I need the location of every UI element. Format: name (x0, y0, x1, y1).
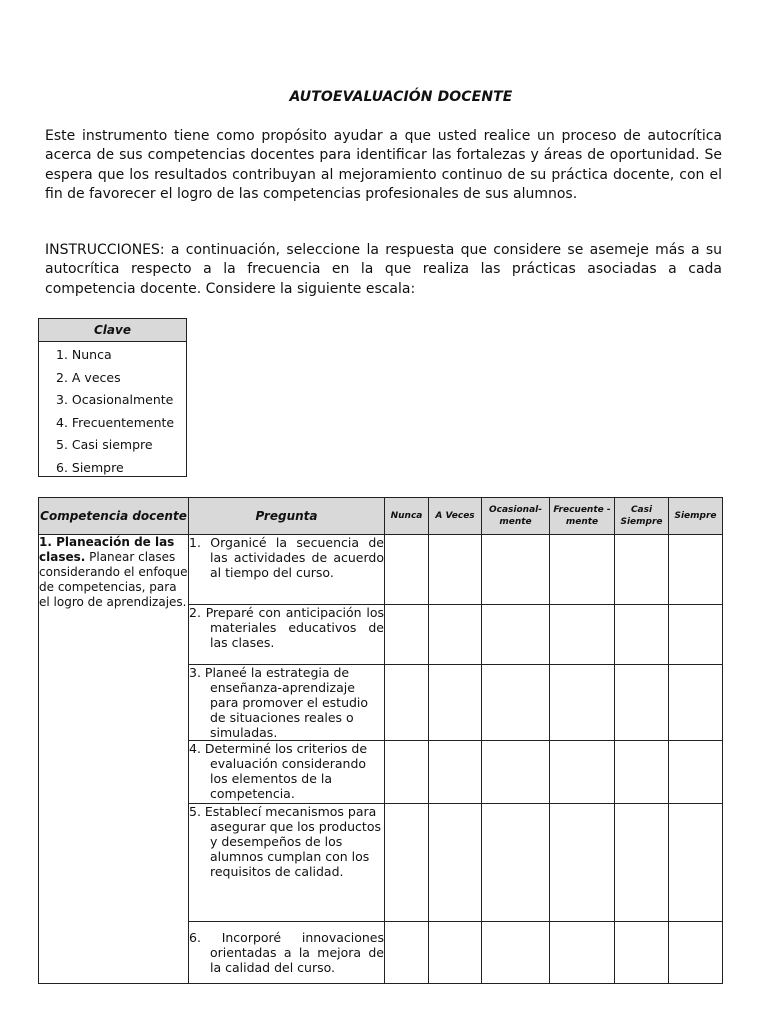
answer-siempre-cell[interactable] (669, 922, 723, 984)
header-siempre: Siempre (669, 498, 723, 535)
header-frecuentemente: Frecuente - mente (550, 498, 615, 535)
answer-frecuentemente-cell[interactable] (550, 804, 615, 922)
answer-frecuentemente-cell[interactable] (550, 535, 615, 605)
answer-nunca-cell[interactable] (385, 741, 429, 804)
answer-a-veces-cell[interactable] (429, 535, 482, 605)
scale-key-item: 4. Frecuentemente (56, 414, 175, 430)
answer-ocasionalmente-cell[interactable] (482, 535, 550, 605)
answer-ocasionalmente-cell[interactable] (482, 741, 550, 804)
question-text: 5. Establecí mecanismos para asegurar que los productos y desempeños de los alumnos cumplan con los requisitos de calidad. (189, 804, 381, 879)
answer-siempre-cell[interactable] (669, 535, 723, 605)
question-text: 3. Planeé la estrategia de enseñanza-aprendizaje para promover el estudio de situaciones reales o simuladas. (189, 665, 369, 740)
scale-key-item: 6. Siempre (56, 459, 124, 475)
answer-ocasionalmente-cell[interactable] (482, 665, 550, 741)
answer-siempre-cell[interactable] (669, 665, 723, 741)
question-text: 1. Organicé la secuencia de las actividades de acuerdo al tiempo del curso. (189, 535, 384, 580)
answer-nunca-cell[interactable] (385, 535, 429, 605)
answer-ocasionalmente-cell[interactable] (482, 605, 550, 665)
question-cell (189, 535, 385, 605)
answer-nunca-cell[interactable] (385, 605, 429, 665)
answer-siempre-cell[interactable] (669, 605, 723, 665)
question-text: 2. Preparé con anticipación los materiales educativos de las clases. (189, 605, 384, 650)
header-ocasionalmente: Ocasional- mente (482, 498, 550, 535)
answer-a-veces-cell[interactable] (429, 804, 482, 922)
scale-key-list (39, 342, 186, 479)
answer-casi-siempre-cell[interactable] (615, 804, 669, 922)
answer-siempre-cell[interactable] (669, 741, 723, 804)
answer-a-veces-cell[interactable] (429, 605, 482, 665)
answer-casi-siempre-cell[interactable] (615, 741, 669, 804)
scale-key-box (38, 318, 187, 477)
answer-ocasionalmente-cell[interactable] (482, 922, 550, 984)
scale-key-title: Clave (39, 319, 186, 342)
header-a-veces: A Veces (429, 498, 482, 535)
self-evaluation-table (38, 497, 723, 984)
question-cell (189, 804, 385, 922)
answer-casi-siempre-cell[interactable] (615, 665, 669, 741)
answer-casi-siempre-cell[interactable] (615, 922, 669, 984)
scale-key-item: 2. A veces (56, 369, 121, 385)
answer-ocasionalmente-cell[interactable] (482, 804, 550, 922)
intro-paragraph: Este instrumento tiene como propósito ayudar a que usted realice un proceso de autocrítica acerca de sus competencias docentes para identificar las fortalezas y áreas de oportunidad. Se espera que los resultados contribuyan al mejoramiento continuo de su práctica docente, con el fin de favorecer el logro de las competencias profesionales de sus alumnos. (45, 128, 722, 202)
scale-key-item: 5. Casi siempre (56, 437, 153, 452)
answer-a-veces-cell[interactable] (429, 922, 482, 984)
document-title: AUTOEVALUACIÓN DOCENTE (289, 89, 513, 105)
header-nunca: Nunca (385, 498, 429, 535)
competencia-title: 1. Planeación de las clases. (39, 535, 175, 564)
question-text: 4. Determiné los criterios de evaluación considerando los elementos de la competencia. (189, 741, 368, 801)
header-competencia: Competencia docente (39, 498, 189, 535)
instructions-paragraph: INSTRUCCIONES: a continuación, seleccione la respuesta que considere se asemeje más a su autocrítica respecto a la frecuencia en la que realiza las prácticas asociadas a cada competencia docente. Considere la siguiente escala: (45, 242, 722, 297)
answer-frecuentemente-cell[interactable] (550, 741, 615, 804)
competencia-description: Planear clases considerando el enfoque de competencias, para el logro de aprendizajes. (39, 550, 188, 609)
header-casi-siempre: Casi Siempre (615, 498, 669, 535)
answer-nunca-cell[interactable] (385, 804, 429, 922)
competencia-cell (39, 535, 189, 984)
answer-a-veces-cell[interactable] (429, 741, 482, 804)
question-cell (189, 922, 385, 984)
answer-frecuentemente-cell[interactable] (550, 922, 615, 984)
question-text: 6. Incorporé innovaciones orientadas a la mejora de la calidad del curso. (189, 930, 384, 975)
answer-a-veces-cell[interactable] (429, 665, 482, 741)
answer-casi-siempre-cell[interactable] (615, 605, 669, 665)
scale-key-item: 3. Ocasionalmente (56, 392, 174, 407)
answer-nunca-cell[interactable] (385, 922, 429, 984)
question-cell (189, 665, 385, 741)
header-pregunta: Pregunta (189, 498, 385, 535)
answer-casi-siempre-cell[interactable] (615, 535, 669, 605)
answer-frecuentemente-cell[interactable] (550, 605, 615, 665)
table-row (39, 535, 723, 605)
answer-nunca-cell[interactable] (385, 665, 429, 741)
scale-key-item: 1. Nunca (56, 347, 112, 362)
question-cell (189, 605, 385, 665)
question-cell (189, 741, 385, 804)
answer-frecuentemente-cell[interactable] (550, 665, 615, 741)
answer-siempre-cell[interactable] (669, 804, 723, 922)
